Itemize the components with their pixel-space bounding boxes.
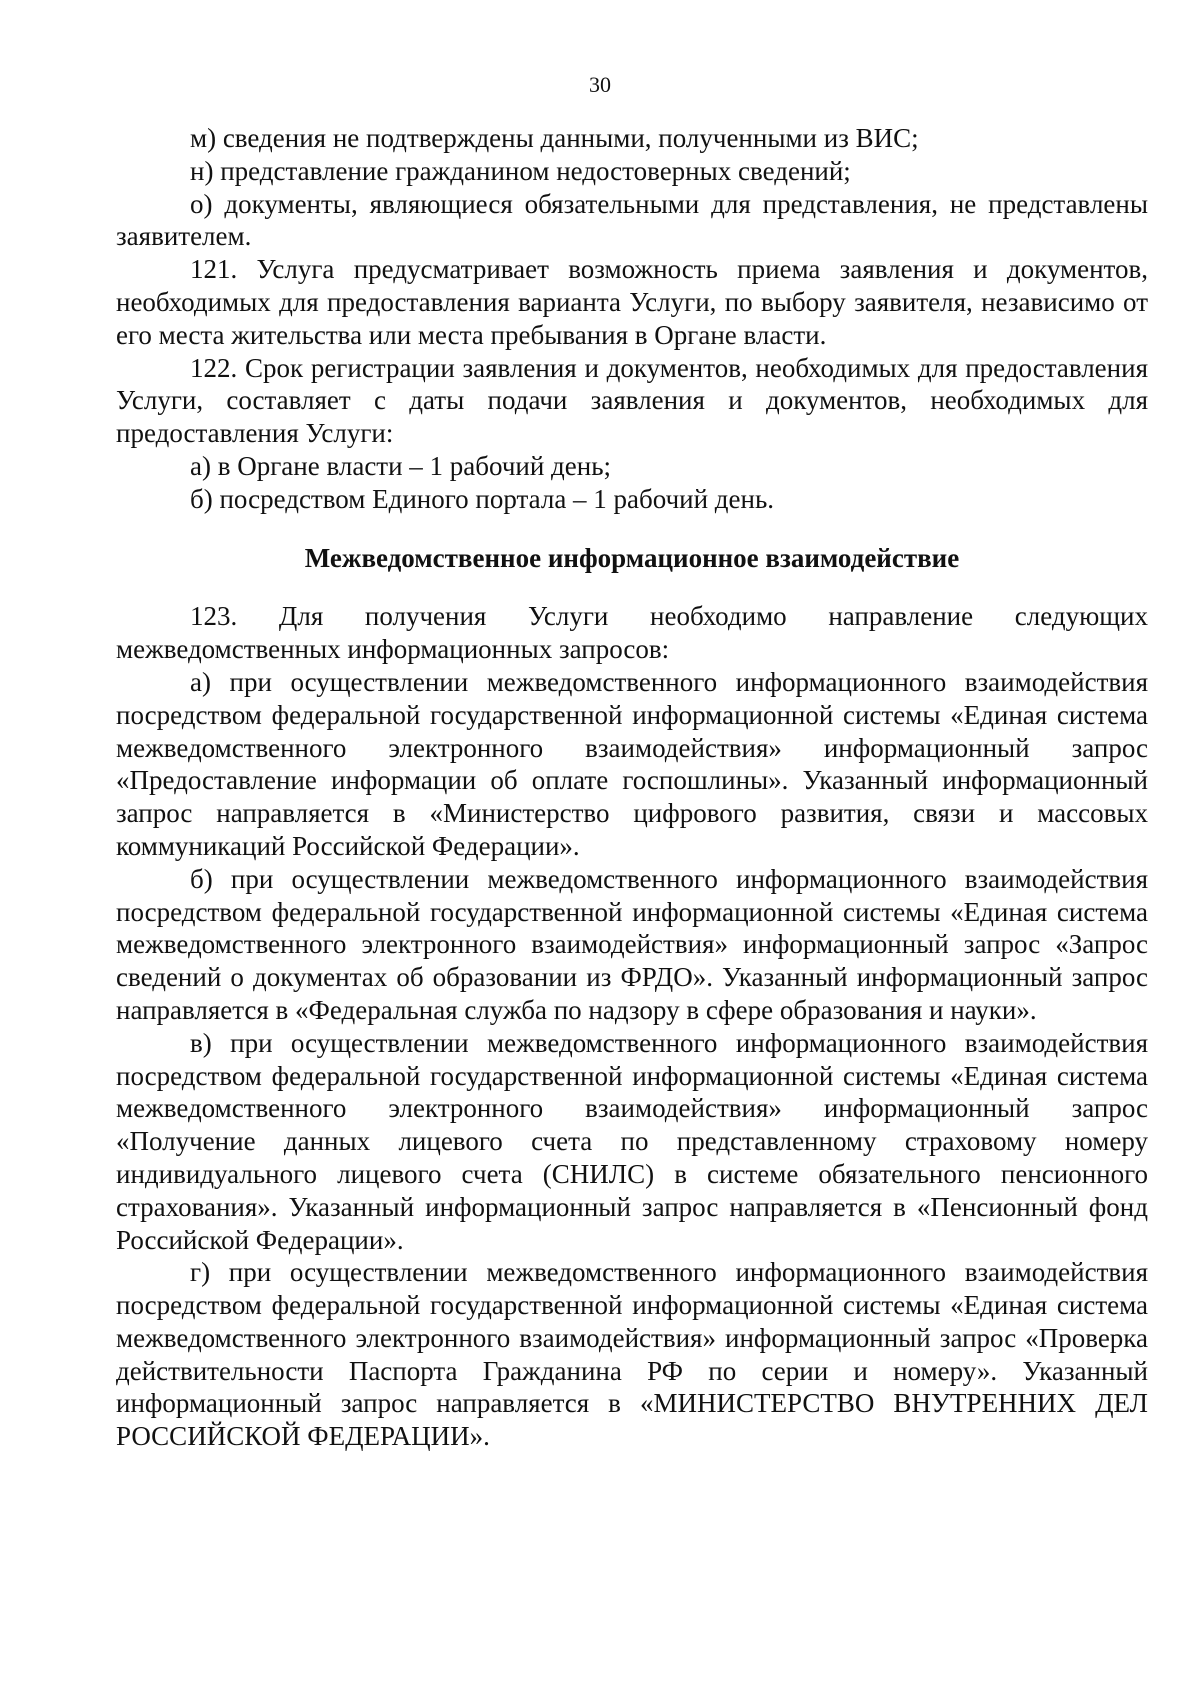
paragraph-item-m: м) сведения не подтверждены данными, полученными из ВИС; (190, 123, 919, 153)
paragraph-123-g: г) при осуществлении межведомственного информационного взаимодействия посредством федеральной государственной информационной системы «Единая система межведомственного электронного взаимодействия» информационный запрос «Проверка действительности Паспорта Гражданина РФ по серии и номеру». Указанный информационный запрос направляется в «МИНИСТЕРСТВО ВНУТРЕННИХ ДЕЛ РОССИЙСКОЙ ФЕДЕРАЦИИ». (116, 1257, 1148, 1452)
paragraph-123-b: б) при осуществлении межведомственного информационного взаимодействия посредством федеральной государственной информационной системы «Единая система межведомственного электронного взаимодействия» информационный запрос «Запрос сведений о документах об образовании из ФРДО». Указанный информационный запрос направляется в «Федеральная служба по надзору в сфере образования и науки». (116, 863, 1148, 1025)
paragraph-item-n: н) представление гражданином недостоверных сведений; (190, 155, 851, 186)
paragraph-123-v: в) при осуществлении межведомственного информационного взаимодействия посредством федеральной государственной информационной системы «Единая система межведомственного электронного взаимодействия» информационный запрос «Получение данных лицевого счета по представленному страховому номеру индивидуального лицевого счета (СНИЛС) в системе обязательного пенсионного страхования». Указанный информационный запрос направляется в «Пенсионный фонд Российской Федерации». (116, 1027, 1148, 1255)
paragraph-122-a: а) в Органе власти – 1 рабочий день; (190, 450, 612, 481)
paragraph-123: 123. Для получения Услуги необходимо направление следующих межведомственных информационных запросов: (116, 601, 1148, 665)
paragraph-122: 122. Срок регистрации заявления и документов, необходимых для предоставления Услуги, составляет с даты подачи заявления и документов, необходимых для предоставления Услуги: (116, 352, 1148, 449)
paragraph-item-o: о) документы, являющиеся обязательными для представления, не представлены заявителем. (116, 188, 1148, 252)
paragraph-123-a: а) при осуществлении межведомственного информационного взаимодействия посредством федеральной государственной информационной системы «Единая система межведомственного электронного взаимодействия» информационный запрос «Предоставление информации об оплате госпошлины». Указанный информационный запрос направляется в «Министерство цифрового развития, связи и массовых коммуникаций Российской Федерации». (116, 666, 1148, 861)
page-number: 30 (589, 72, 611, 97)
paragraph-122-b: б) посредством Единого портала – 1 рабочий день. (190, 483, 775, 514)
paragraph-121: 121. Услуга предусматривает возможность приема заявления и документов, необходимых для предоставления варианта Услуги, по выбору заявителя, независимо от его места жительства или места пребывания в Органе власти. (116, 254, 1148, 350)
document-body (116, 122, 1148, 1453)
section-heading: Межведомственное информационное взаимодействие (304, 542, 960, 573)
